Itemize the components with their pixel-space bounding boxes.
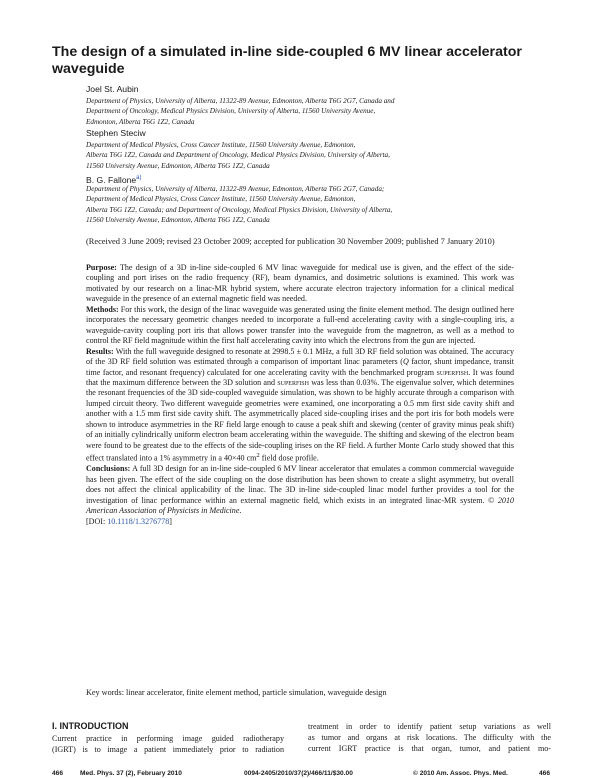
body-line: Current practice in performing image guided radiotherapy	[52, 734, 284, 743]
affiliation-line: Department of Medical Physics, Cross Cancer Institute, 11560 University Avenue, Edmonton,	[86, 195, 356, 204]
author-affiliation	[86, 96, 486, 127]
intro-left-column	[52, 733, 284, 755]
body-line: current IGRT practice is that organ, tumor, and patient mo-	[308, 744, 551, 753]
footer-page-left: 466	[52, 770, 64, 777]
abstract-copyright: 2010 American Association of Physicists in Medicine	[86, 495, 514, 516]
doi-prefix: [DOI:	[86, 516, 108, 526]
article-title: The design of a simulated in-line side-coupled 6 MV linear accelerator waveguide	[52, 44, 522, 77]
purpose-text: The design of a 3D in-line side-coupled 6 MV linac waveguide for medical use is given, and the effect of the side-coupling and port irises on the radio frequency (RF), beam dynamics, and dosimetric solutions is examined. This work was motivated by our research on a linac-MR hybrid system, where accurate electron trajectory information for a clinical medical waveguide in the presence of an external magnetic field was needed.	[86, 263, 514, 304]
author-name-text: B. G. Fallone	[86, 174, 137, 185]
results-label: Results:	[86, 346, 114, 356]
results-text: With the full waveguide designed to resonate at 2998.5 ± 0.1 MHz, a full 3D RF field solution was obtained. The accuracy of the 3D RF field solution was estimated through a comparison of important linac parameters (	[86, 346, 514, 367]
conclusions-text: A full 3D design for an in-line side-coupled 6 MV linear accelerator that emulates a common commercial waveguide has been given. The effect of the side coupling on the dose distribution has been shown to create a slight asymmetry, but overall does not affect the clinical applicability of the linac. The 3D in-line side-coupled linac model further provides a tool for the investigation of linac performance within an external magnetic field, which exists in an integrated linac-MR system. ©	[86, 464, 514, 505]
superfish-name: superfish	[277, 377, 309, 387]
results-text: was less than 0.03%. The eigenvalue solver, which determines the resonant frequencies of the 3D side-coupled waveguide simulation, was shown to be highly accurate through a comparison with lumped circuit theory. Two different waveguide geometries were examined, one incorporating a 0.5 mm first side cavity shift and another with a 1.5 mm first side cavity shift. The asymmetrically placed side-coupling irises and the port iris for both models were shown to introduce asymmetries in the RF field large enough to cause a peak shift and skewing (center of gravity minus peak shift) of an initially cylindrically uniform electron beam accelerating within the waveguide. The shifting and skewing of the electron beam were found to be greatest due to the effects of the side-coupling irises on the RF field. A further Monte Carlo study showed that this effect translated into a 1% asymmetry in a 40×40 cm	[86, 377, 514, 463]
footer-issn: 0094-2405/2010/37(2)/466/11/$30.00	[244, 770, 353, 777]
affiliation-line: 11560 University Avenue, Edmonton, Alberta T6G 1Z2, Canada	[86, 216, 270, 225]
superscript: 2	[256, 452, 260, 460]
affiliation-line: Department of Physics, University of Alberta, 11322-89 Avenue, Edmonton, Alberta T6G 2G7, Canada and	[86, 97, 395, 105]
keywords: Key words: linear accelerator, finite element method, particle simulation, waveguide design	[86, 688, 387, 697]
author-name-text: Joel St. Aubin	[86, 84, 139, 94]
section-heading: I. INTRODUCTION	[52, 721, 129, 731]
conclusions-label: Conclusions:	[86, 464, 131, 474]
superfish-name: superfish	[436, 367, 469, 377]
abstract-conclusions	[86, 464, 514, 516]
doi-link[interactable]: 10.1118/1.3276778	[107, 516, 170, 526]
copyright-end: .	[239, 506, 242, 516]
author-name-text: Stephen Steciw	[86, 128, 146, 138]
affiliation-line: Department of Oncology, Medical Physics Division, University of Alberta, 11560 University Avenue,	[86, 107, 376, 116]
methods-text: For this work, the design of the linac waveguide was generated using the finite element method. The design outlined here incorporates the necessary geometric changes needed to incorporate a full-end accelerating cavity with a single-coupling iris, a waveguide-cavity coupling port iris that allows power transfer into the waveguide from the magnetron, as well as a method to control the RF field magnitude within the first half accelerating cavity into which the electrons from the gun are injected.	[86, 304, 514, 346]
doi-line	[86, 517, 514, 527]
received-dates: (Received 3 June 2009; revised 23 October 2009; accepted for publication 30 November 2009; published 7 January 2010)	[86, 237, 495, 246]
q-symbol: Q	[402, 357, 409, 367]
body-line: treatment in order to identify patient setup variations as well	[308, 722, 551, 731]
abstract-results	[86, 347, 514, 465]
results-text: . It was found that the maximum difference between the 3D solution and	[86, 367, 514, 387]
affiliation-line: Department of Medical Physics, Cross Cancer Institute, 11560 University Avenue, Edmonton,	[86, 141, 356, 149]
affiliation-line: Department of Physics, University of Alberta, 11322-89 Avenue, Edmonton, Alberta T6G 2G7, Canada;	[86, 185, 385, 193]
body-line: as tumor and organs at risk locations. The difficulty with the	[308, 733, 551, 742]
footer-page-right: 466	[539, 770, 551, 777]
intro-right-column	[308, 721, 551, 754]
results-text: factor, shunt impedance, transit time factor, and resonant frequency) calculated for one accelerating cavity with the benchmarked program	[86, 357, 514, 377]
abstract	[86, 263, 514, 527]
footer-copyright: © 2010 Am. Assoc. Phys. Med.	[413, 770, 508, 777]
author-name	[86, 84, 139, 95]
affiliation-line: 11560 University Avenue, Edmonton, Alberta T6G 1Z2, Canada	[86, 161, 270, 170]
author-affiliation	[86, 140, 486, 171]
doi-suffix: ]	[169, 516, 172, 526]
results-text: field dose profile.	[259, 453, 319, 463]
footnote-marker[interactable]: a)	[136, 175, 142, 181]
body-line: (IGRT) is to image a patient immediately prior to radiation	[52, 745, 284, 754]
abstract-purpose	[86, 263, 514, 305]
affiliation-line: Alberta T6G 1Z2, Canada and Department of Oncology, Medical Physics Division, University of Alberta,	[86, 151, 390, 160]
author-affiliation	[86, 184, 486, 226]
affiliation-line: Edmonton, Alberta T6G 1Z2, Canada	[86, 117, 195, 126]
author-name	[86, 128, 146, 139]
footer-journal: Med. Phys. 37 (2), February 2010	[80, 770, 182, 777]
purpose-label: Purpose:	[86, 263, 117, 272]
affiliation-line: Alberta T6G 1Z2, Canada; and Department of Oncology, Medical Physics Division, University of Alberta,	[86, 205, 393, 214]
methods-label: Methods:	[86, 304, 119, 314]
abstract-methods	[86, 305, 514, 347]
